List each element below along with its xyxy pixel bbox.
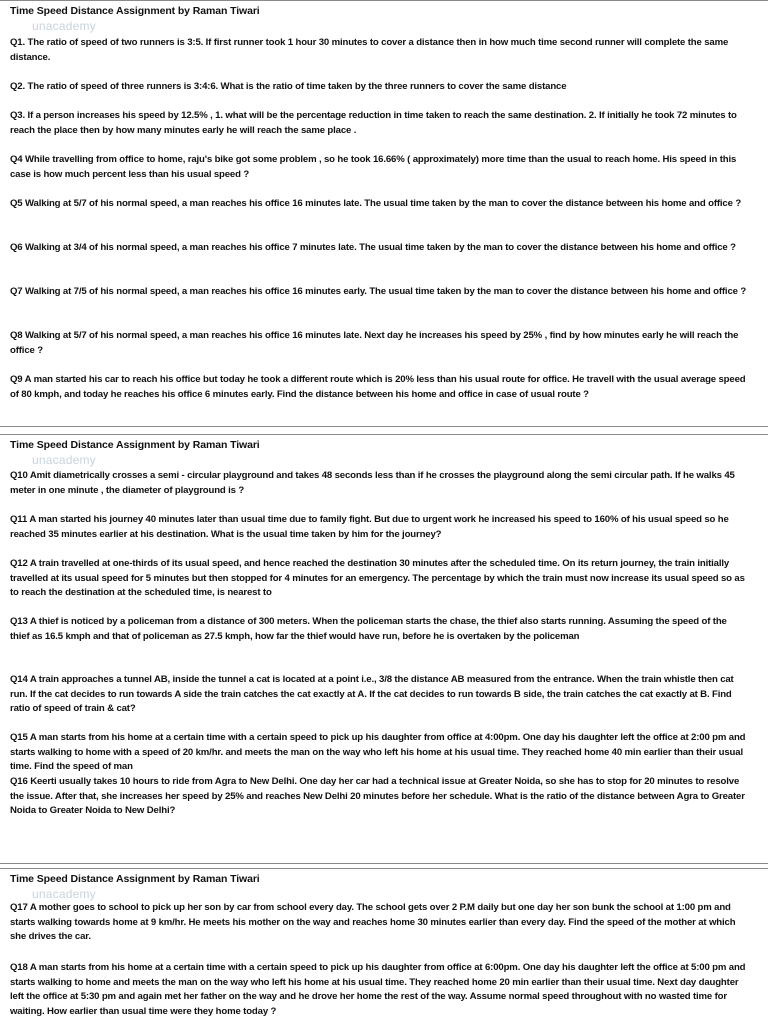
question-q11: Q11 A man started his journey 40 minutes later than usual time due to family fight. But due to urgent work he increased his speed to 160% of his usual speed so he reached 35 minutes earlier at his destination. What is the usual time taken by him for the journey? (10, 514, 729, 540)
question-q10: Q10 Amit diametrically crosses a semi - circular playground and takes 48 seconds less than if he crosses the playground along the semi circular path. If he walks 45 meter in one minute , the diameter of playground is ? (10, 470, 735, 496)
watermark-text: unacademy (32, 19, 96, 33)
watermark-logo (32, 19, 96, 33)
question-q16: Q16 Keerti usually takes 10 hours to ride from Agra to New Delhi. One day her car had a technical issue at Greater Noida, so she has to stop for 20 minutes to resolve the issue. After that, she increases her speed by 25% and reaches New Delhi 20 minutes before her schedule. What is the ratio of the distance between Agra to Greater Noida to Greater Noida to New Delhi? (10, 776, 745, 816)
question-q15: Q15 A man starts from his home at a certain time with a certain speed to pick up his daughter from office at 4:00pm. One day his daughter left the office at 2:00 pm and starts walking to home with a speed of 20 km/hr. and meets the man on the way who left his home at his usual time. They reached home 40 min earlier than their usual time. Find the speed of man (10, 732, 746, 772)
question-q17: Q17 A mother goes to school to pick up her son by car from school every day. The school gets over 2 P.M daily but one day her son bunk the school at 1:00 pm and starts walking towards home at 9 km/hr. He meets his mother on the way and reaches home 30 minutes earlier than every day. Find the speed of the mother at which she drives the car. (10, 902, 736, 942)
page-header: Time Speed Distance Assignment by Raman Tiwari (10, 5, 260, 17)
question-q14: Q14 A train approaches a tunnel AB, inside the tunnel a cat is located at a point i.e., 3/8 the distance AB measured from the entrance. When the train whistle then cat run. If the cat decides to run towards A side the train catches the cat exactly at A. If the cat decides to run towards B side, the train catches the cat exactly at B. Find ratio of speed of train & cat? (10, 674, 734, 714)
watermark-logo (32, 887, 96, 901)
question-q8: Q8 Walking at 5/7 of his normal speed, a man reaches his office 16 minutes late. Next day he increases his speed by 25% , find by how minutes early he will reach the office ? (10, 330, 739, 356)
page-header: Time Speed Distance Assignment by Raman Tiwari (10, 873, 260, 885)
question-q4: Q4 While travelling from office to home, raju's bike got some problem , so he took 16.66% ( approximately) more time than the usual to reach home. His speed in this case is how much percent less than his usual speed ? (10, 154, 737, 180)
assignment-page-2 (0, 434, 768, 864)
question-q3: Q3. If a person increases his speed by 12.5% , 1. what will be the percentage reduction in time taken to reach the same destination. 2. If initially he took 72 minutes to reach the place then by how many minutes early he will reach the same place . (10, 110, 737, 136)
watermark-text: unacademy (32, 453, 96, 467)
watermark-text: unacademy (32, 887, 96, 901)
question-q13: Q13 A thief is noticed by a policeman from a distance of 300 meters. When the policeman starts the chase, the thief also starts running. Assuming the speed of the thief as 16.5 kmph and that of policeman as 27.5 kmph, how far the thief would have run, before he is overtaken by the policeman (10, 616, 727, 642)
question-q18: Q18 A man starts from his home at a certain time with a certain speed to pick up his daughter from office at 6:00pm. One day his daughter left the office at 5:00 pm and starts walking to home and meets the man on the way who left his home at his usual time. They reached home 20 min earlier than their usual time. Next day daughter left the office at 5:30 pm and again met her father on the way and he drove her home the rest of the way. Assume normal speed throughout with no wasted time for waiting. How earlier than usual time were they home today ? (10, 962, 746, 1017)
assignment-page-3 (0, 868, 768, 1024)
question-q9: Q9 A man started his car to reach his office but today he took a different route which is 20% less than his usual route for office. He travell with the usual average speed of 80 kmph, and today he reaches his office 6 minutes early. Find the distance between his home and office in case of usual route ? (10, 374, 746, 400)
question-q5: Q5 Walking at 5/7 of his normal speed, a man reaches his office 16 minutes late. The usual time taken by the man to cover the distance between his home and office ? (10, 198, 742, 209)
question-q7: Q7 Walking at 7/5 of his normal speed, a man reaches his office 16 minutes early. The usual time taken by the man to cover the distance between his home and office ? (10, 286, 747, 297)
watermark-logo (32, 453, 96, 467)
question-q1: Q1. The ratio of speed of two runners is 3:5. If first runner took 1 hour 30 minutes to cover a distance then in how much time second runner will complete the same distance. (10, 37, 729, 63)
question-q12: Q12 A train travelled at one-thirds of its usual speed, and hence reached the destination 30 minutes after the scheduled time. On its return journey, the train initially travelled at its usual speed for 5 minutes but then stopped for 4 minutes for an emergency. The percentage by which the train must now increase its usual speed so as to reach the destination at the scheduled time, is nearest to (10, 558, 745, 598)
page-header: Time Speed Distance Assignment by Raman Tiwari (10, 439, 260, 451)
question-q6: Q6 Walking at 3/4 of his normal speed, a man reaches his office 7 minutes late. The usual time taken by the man to cover the distance between his home and office ? (10, 242, 736, 253)
question-q2: Q2. The ratio of speed of three runners is 3:4:6. What is the ratio of time taken by the three runners to cover the same distance (10, 81, 567, 92)
assignment-page-1 (0, 0, 768, 427)
